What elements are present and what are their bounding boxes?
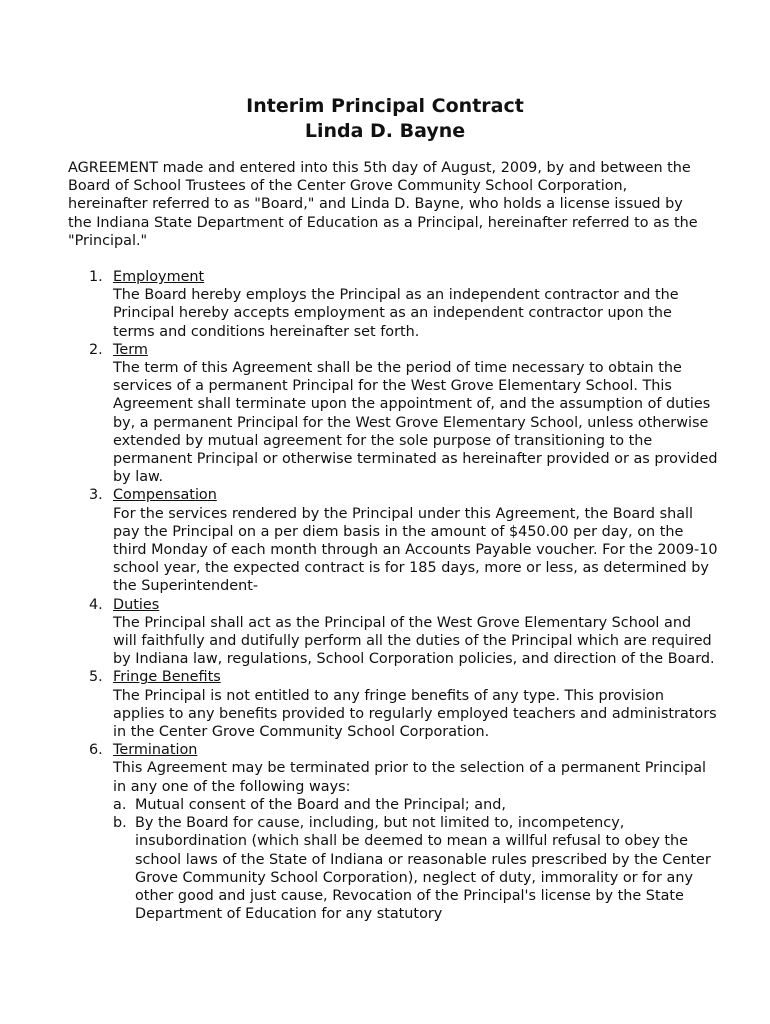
list-item [113,814,718,923]
section-number: 1. [89,269,103,285]
section-text: The Board hereby employs the Principal as an independent contractor and the Principal hereby accepts employment as an independent contractor upon the terms and conditions hereinafter set forth. [113,287,679,340]
item-letter: a. [113,796,127,813]
section-fringe-benefits [68,668,718,741]
section-compensation [68,486,718,595]
section-term [68,341,718,487]
section-number: 3. [89,487,103,504]
section-heading: Compensation [113,487,217,504]
section-text: This Agreement may be terminated prior to the selection of a permanent Principal in any one of the following ways: [113,760,707,795]
section-heading: Fringe Benefits [113,669,221,686]
section-number: 4. [89,596,103,613]
item-text: By the Board for cause, including, but not limited to, incompetency, insubordination (which shall be deemed to mean a willful refusal to obey the school laws of the State of Indiana or reasonable rules prescribed by the Center Grove Community School Corporation), neglect of duty, immorality or for any other good and just cause, Revocation of the Principal's license by the State Department of Education for any statutory [135,815,711,923]
contract-sections [68,268,718,923]
section-text: For the services rendered by the Principal under this Agreement, the Board shall pay the Principal on a per diem basis in the amount of $450.00 per day, on the third Monday of each month through an Accounts Payable voucher. For the 2009-10 school year, the expected contract is for 185 days, more or less, as determined by the Superintendent- [113,505,718,595]
section-number: 6. [89,742,103,759]
section-heading: Duties [113,596,160,613]
document-subtitle: Linda D. Bayne [304,120,466,142]
section-number: 5. [89,669,103,686]
document-title: Interim Principal Contract [246,95,524,117]
section-number: 2. [89,341,103,358]
termination-conditions [113,796,718,923]
section-text: The Principal shall act as the Principal of the West Grove Elementary School and will faithfully and dutifully perform all the duties of the Principal which are required by Indiana law, regulations, School Corporation policies, and direction of the Board. [113,614,715,668]
section-employment [68,268,718,341]
section-termination [68,741,718,923]
section-heading: Employment [113,269,205,285]
item-letter: b. [113,815,127,832]
intro-paragraph: AGREEMENT made and entered into this 5th day of August, 2009, by and between the Board of School Trustees of the Center Grove Community School Corporation, hereinafter referred to as "Board," and Linda D. Bayne, who holds a license issued by the Indiana State Department of Education as a Principal, hereinafter referred to as the "Principal." [68,160,698,249]
section-text: The term of this Agreement shall be the period of time necessary to obtain the services of a permanent Principal for the West Grove Elementary School. This Agreement shall terminate upon the appointment of, and the assumption of duties by, a permanent Principal for the West Grove Elementary School, unless otherwise extended by mutual agreement for the sole purpose of transitioning to the permanent Principal or otherwise terminated as hereinafter provided or as provided by law. [113,360,718,486]
section-text: The Principal is not entitled to any fringe benefits of any type. This provision applies to any benefits provided to regularly employed teachers and administrators in the Center Grove Community School Corporation. [113,687,717,741]
section-heading: Term [113,341,148,358]
item-text: Mutual consent of the Board and the Principal; and, [135,796,506,813]
section-heading: Termination [113,742,198,759]
list-item [113,796,718,814]
section-duties [68,596,718,669]
